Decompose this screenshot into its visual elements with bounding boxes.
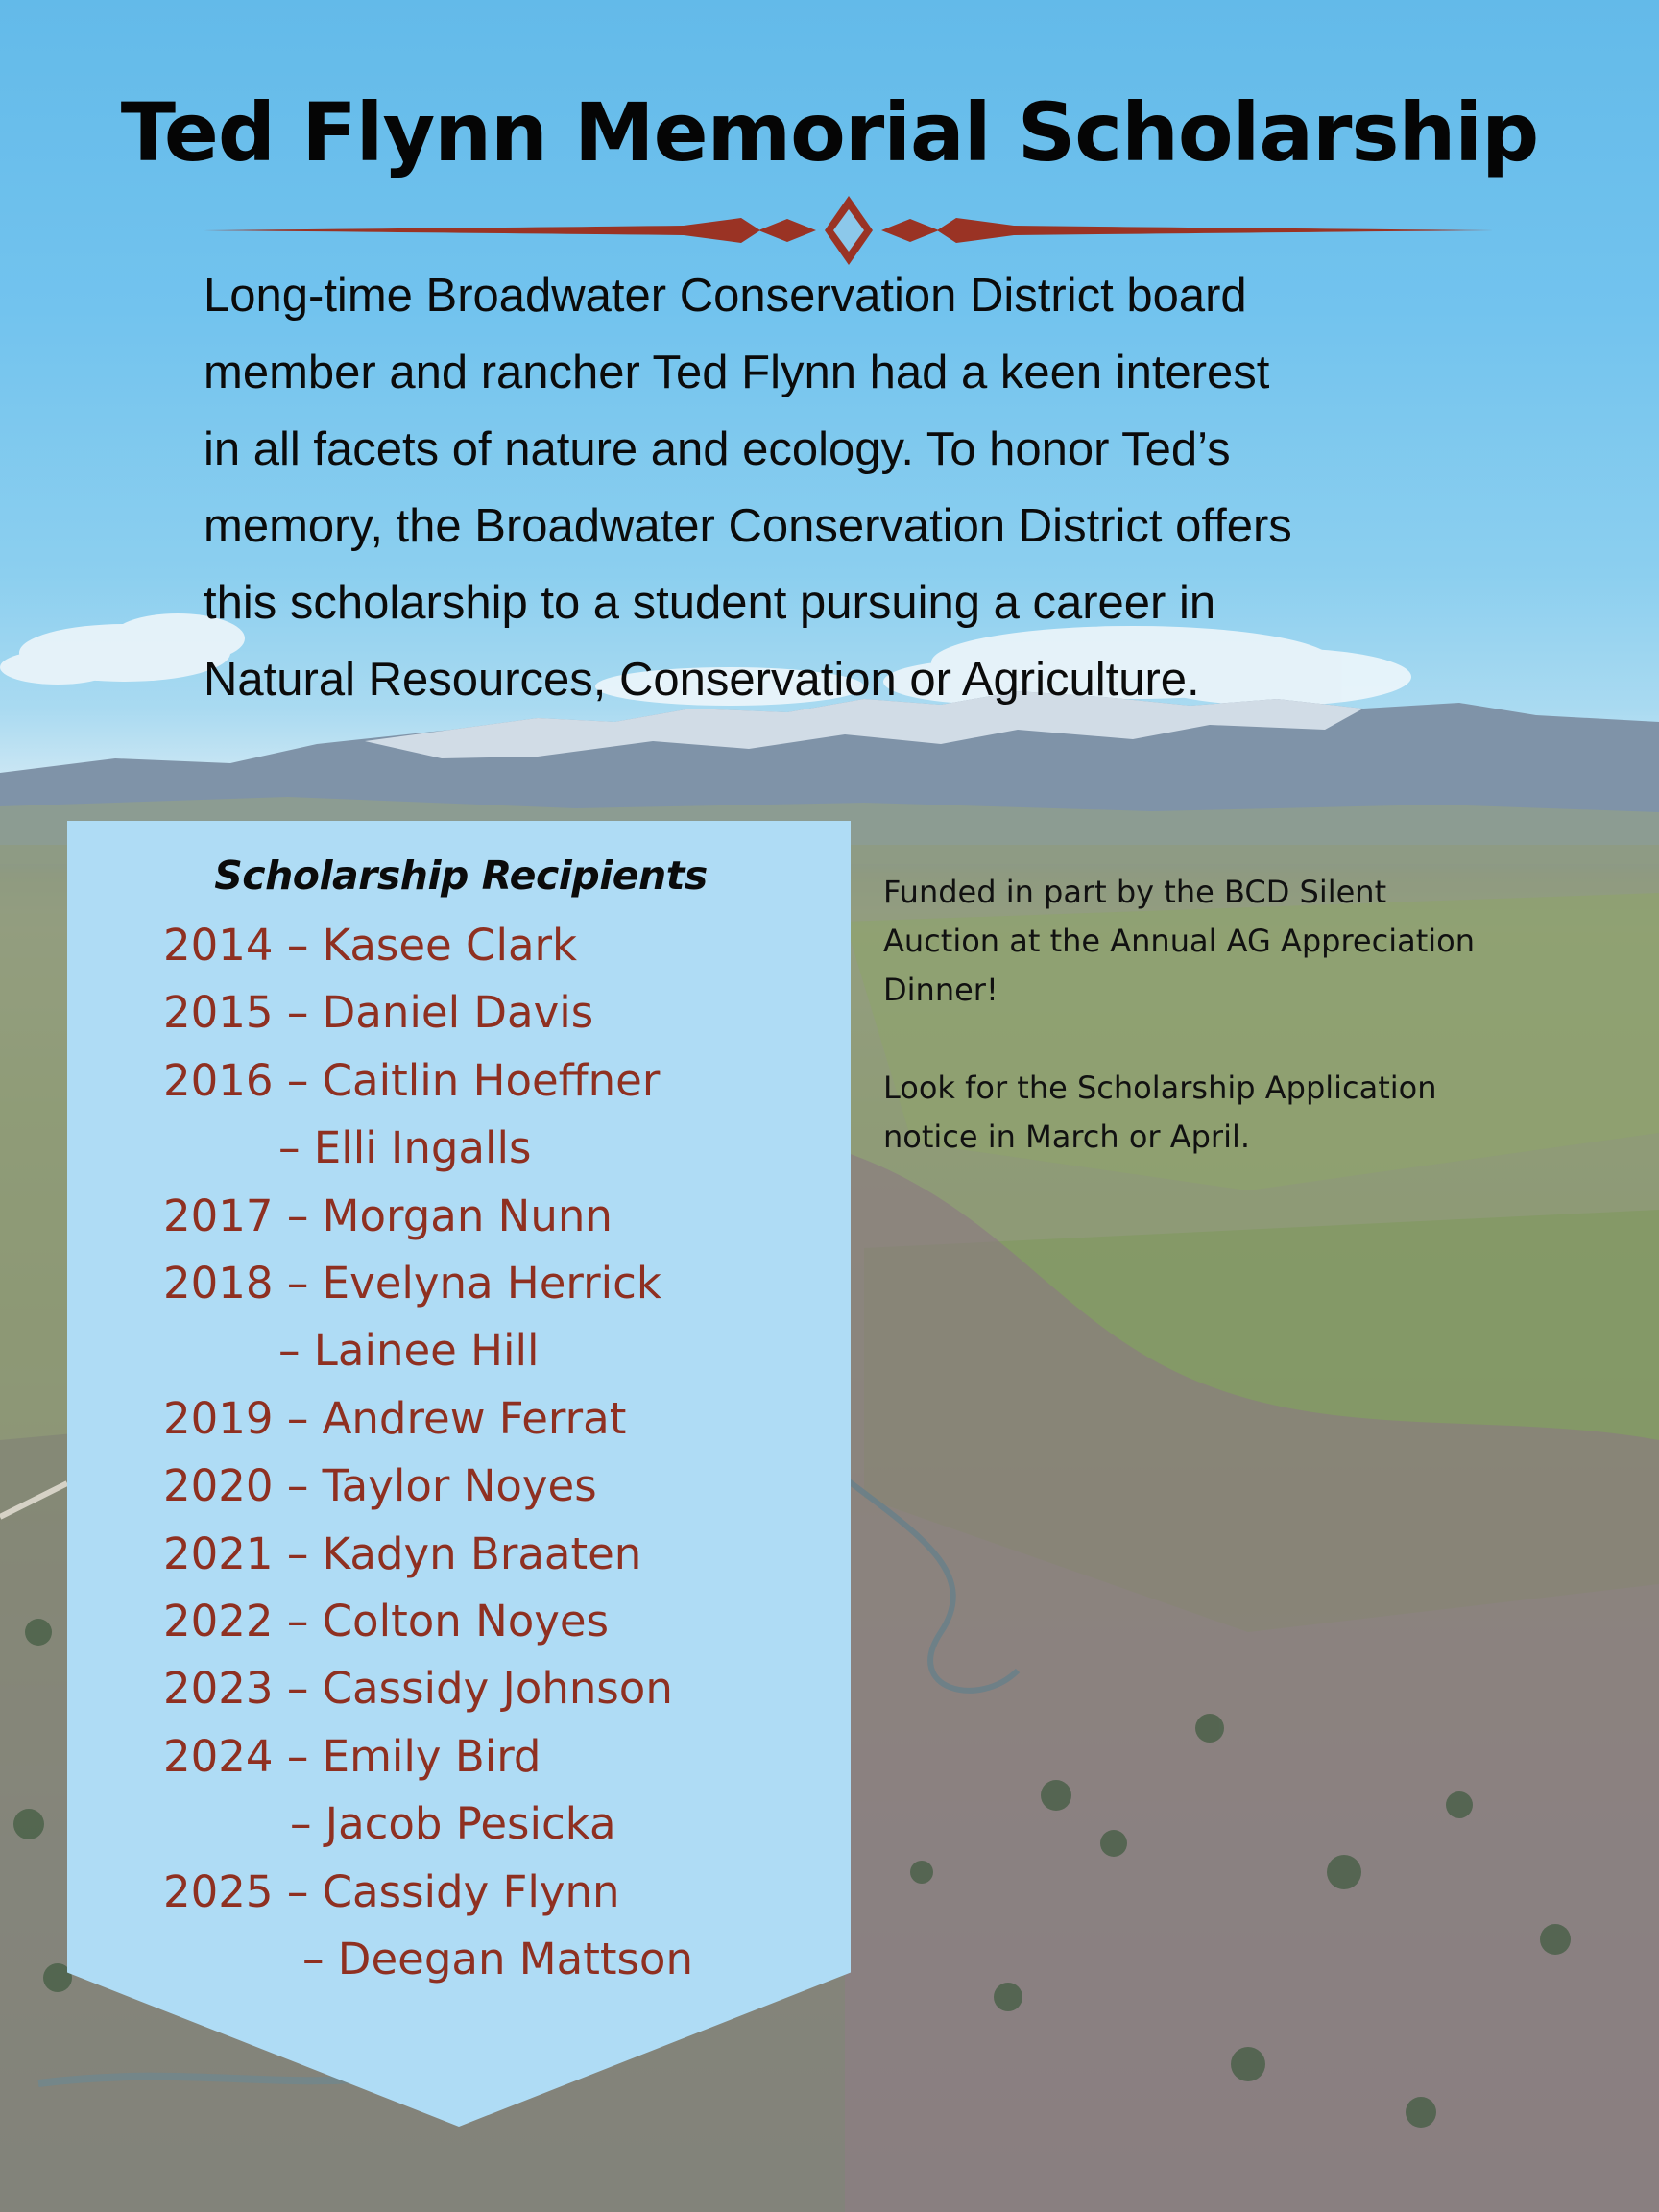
recipient-item: – Jacob Pesicka bbox=[290, 1798, 616, 1850]
recipient-item: 2018 – Evelyna Herrick bbox=[163, 1258, 661, 1310]
recipient-item: – Elli Ingalls bbox=[278, 1122, 532, 1174]
recipient-item: – Lainee Hill bbox=[278, 1325, 540, 1377]
recipient-item: 2017 – Morgan Nunn bbox=[163, 1190, 613, 1241]
recipient-item: 2025 – Cassidy Flynn bbox=[163, 1865, 620, 1917]
recipients-heading: Scholarship Recipients bbox=[214, 853, 708, 899]
recipient-item: 2015 – Daniel Davis bbox=[163, 987, 594, 1039]
recipient-item: 2016 – Caitlin Hoeffner bbox=[163, 1054, 661, 1106]
recipient-item: 2019 – Andrew Ferrat bbox=[163, 1392, 627, 1444]
application-note: Look for the Scholarship Application notice in March or April. bbox=[883, 1070, 1437, 1155]
recipient-item: – Deegan Mattson bbox=[302, 1934, 693, 1985]
funding-note: Funded in part by the BCD Silent Auction at the Annual AG Appreciation Dinner! bbox=[883, 874, 1475, 1008]
info-notes bbox=[883, 868, 1575, 1162]
intro-paragraph: Long-time Broadwater Conservation District board member and rancher Ted Flynn had a keen interest in all facets of nature and ecology. To honor Ted’s memory, the Broadwater Conservation District offers this scholarship to a student pursuing a career in Natural Resources, Conservation or Agriculture. bbox=[204, 270, 1292, 706]
ornamental-divider bbox=[204, 194, 1494, 267]
recipient-item: 2021 – Kadyn Braaten bbox=[163, 1527, 642, 1579]
recipient-item: 2020 – Taylor Noyes bbox=[163, 1460, 597, 1512]
recipient-item: 2024 – Emily Bird bbox=[163, 1730, 541, 1782]
recipient-item: 2022 – Colton Noyes bbox=[163, 1596, 610, 1647]
page-title: Ted Flynn Memorial Scholarship bbox=[120, 85, 1539, 180]
recipients-list bbox=[163, 912, 835, 1994]
recipient-item: 2023 – Cassidy Johnson bbox=[163, 1663, 673, 1715]
recipient-item: 2014 – Kasee Clark bbox=[163, 920, 578, 971]
